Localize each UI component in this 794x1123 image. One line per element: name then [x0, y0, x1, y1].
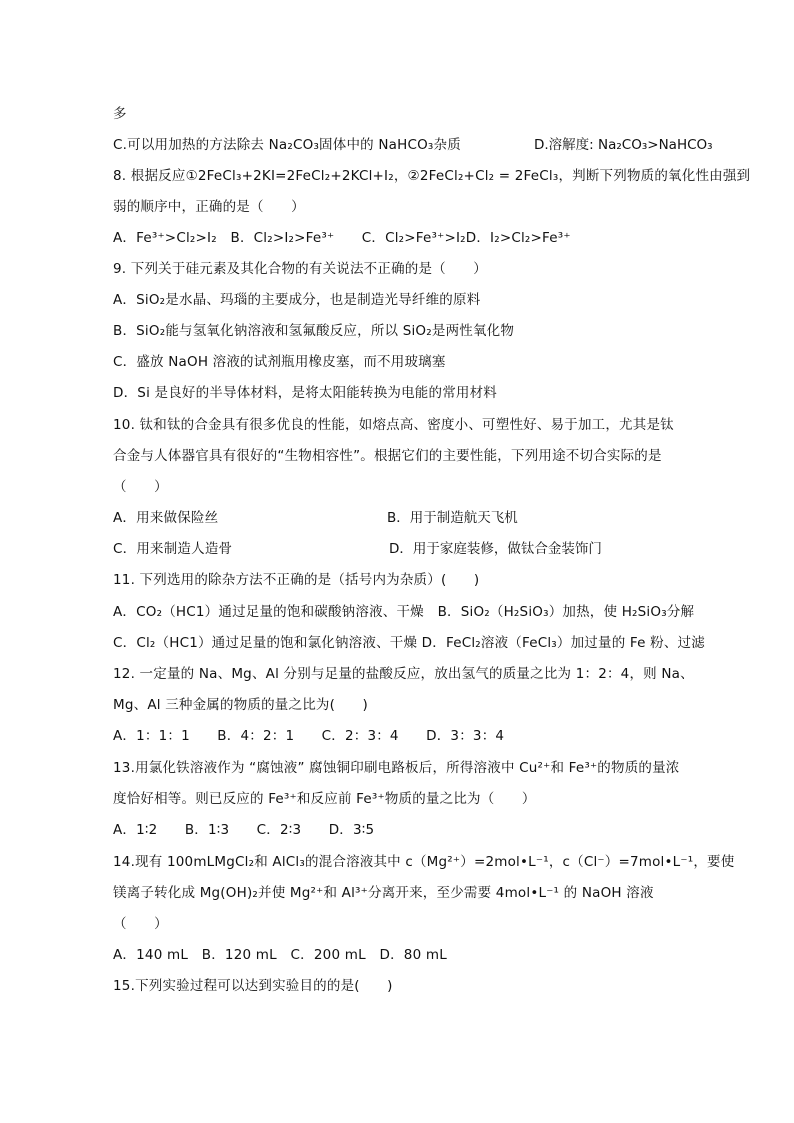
- question-10-option-d: D．用于家庭装修，做钛合金装饰门: [389, 541, 602, 557]
- question-8-cont: 弱的顺序中，正确的是（ ）: [113, 199, 305, 215]
- question-10-option-c: C．用来制造人造骨: [113, 541, 233, 557]
- question-13-cont: 度恰好相等。则已反应的 Fe³⁺和反应前 Fe³⁺物质的量之比为（ ）: [113, 791, 536, 807]
- question-8: 8. 根据反应①2FeCl₃+2KI=2FeCl₂+2KCl+I₂，②2FeCl₂+Cl₂ = 2FeCl₃，判断下列物质的氧化性由强到: [113, 168, 751, 184]
- question-9-option-c: C．盛放 NaOH 溶液的试剂瓶用橡皮塞，而不用玻璃塞: [113, 354, 446, 370]
- question-11-options-cd: C．Cl₂（HC1）通过足量的饱和氯化钠溶液、干燥 D．FeCl₂溶液（FeCl₃）加过量的 Fe 粉、过滤: [113, 635, 705, 651]
- option-c-q7: C.可以用加热的方法除去 Na₂CO₃固体中的 NaHCO₃杂质: [113, 137, 461, 153]
- question-13-options: A．1∶2 B．1∶3 C．2∶3 D．3∶5: [113, 822, 375, 838]
- question-12: 12. 一定量的 Na、Mg、Al 分别与足量的盐酸反应，放出氢气的质量之比为 1：2：4，则 Na、: [113, 666, 694, 682]
- text-line: 多: [113, 106, 127, 122]
- question-13: 13.用氯化铁溶液作为 “腐蚀液” 腐蚀铜印刷电路板后，所得溶液中 Cu²⁺和 Fe³⁺的物质的量浓: [113, 760, 680, 776]
- question-12-cont: Mg、Al 三种金属的物质的量之比为( ): [113, 697, 368, 713]
- question-9-option-b: B．SiO₂能与氢氧化钠溶液和氢氟酸反应，所以 SiO₂是两性氧化物: [113, 323, 515, 339]
- question-12-options: A．1：1：1 B．4：2：1 C．2：3：4 D．3：3：4: [113, 728, 505, 744]
- question-8-options: A．Fe³⁺>Cl₂>I₂ B．Cl₂>I₂>Fe³⁺ C．Cl₂>Fe³⁺>I₂D．I₂>Cl₂>Fe³⁺: [113, 230, 571, 246]
- question-14-bracket: （ ）: [113, 916, 168, 932]
- question-14-cont: 镁离子转化成 Mg(OH)₂并使 Mg²⁺和 Al³⁺分离开来，至少需要 4mol•L⁻¹ 的 NaOH 溶液: [113, 885, 654, 901]
- question-14-options: A．140 mL B．120 mL C．200 mL D．80 mL: [113, 947, 447, 963]
- question-10-option-a: A．用来做保险丝: [113, 510, 219, 526]
- question-14: 14.现有 100mLMgCl₂和 AlCl₃的混合溶液其中 c（Mg²⁺）=2mol•L⁻¹，c（Cl⁻）=7mol•L⁻¹，要使: [113, 854, 735, 870]
- option-d-q7: D.溶解度: Na₂CO₃>NaHCO₃: [534, 137, 713, 153]
- question-9-option-a: A．SiO₂是水晶、玛瑙的主要成分，也是制造光导纤维的原料: [113, 292, 481, 308]
- question-9: 9. 下列关于硅元素及其化合物的有关说法不正确的是（ ）: [113, 261, 487, 277]
- question-10: 10. 钛和钛的合金具有很多优良的性能，如熔点高、密度小、可塑性好、易于加工，尤其是钛: [113, 417, 674, 433]
- question-10-cont: 合金与人体器官具有很好的“生物相容性”。根据它们的主要性能，下列用途不切合实际的是: [113, 448, 662, 464]
- question-10-option-b: B．用于制造航天飞机: [387, 510, 518, 526]
- question-10-bracket: （ ）: [113, 479, 168, 495]
- question-9-option-d: D．Si 是良好的半导体材料，是将太阳能转换为电能的常用材料: [113, 385, 498, 401]
- question-11-options-ab: A．CO₂（HC1）通过足量的饱和碳酸钠溶液、干燥 B．SiO₂（H₂SiO₃）加热，使 H₂SiO₃分解: [113, 604, 695, 620]
- question-15: 15.下列实验过程可以达到实验目的的是( ): [113, 978, 393, 994]
- question-11: 11. 下列选用的除杂方法不正确的是（括号内为杂质）( ): [113, 572, 480, 588]
